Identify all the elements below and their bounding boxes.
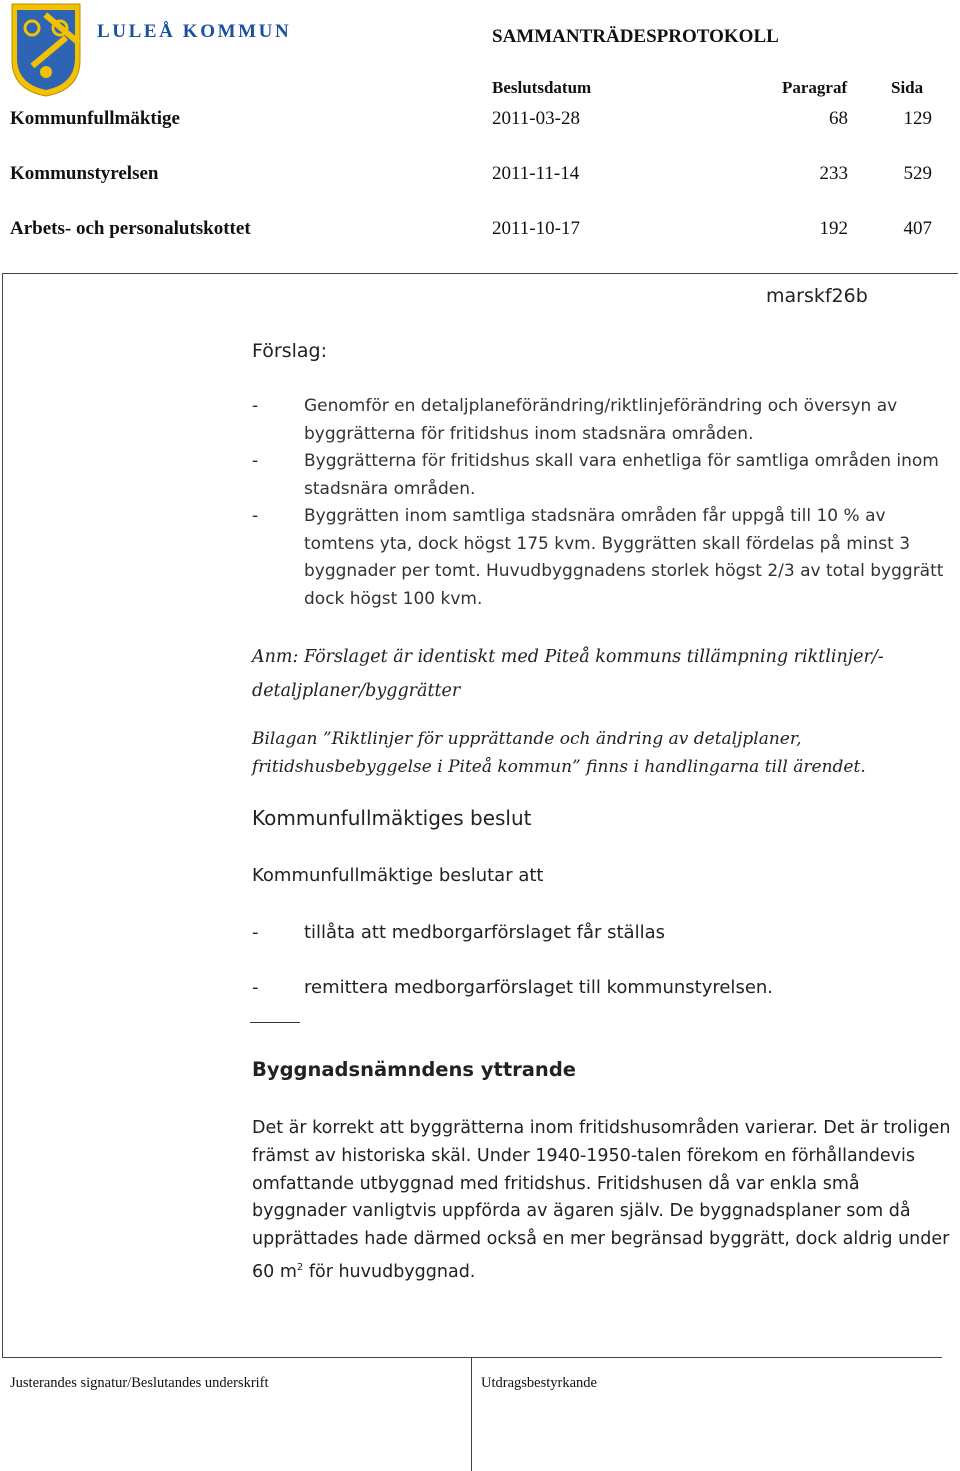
- proposal-heading: Förslag:: [252, 340, 327, 362]
- proposal-item: Byggrätten inom samtliga stadsnära områden får uppgå till 10 % av tomtens yta, dock högst 175 kvm. Byggrätten skall fördelas på minst 3 byggnader per tomt. Huvudbyggnadens storlek högst 2/3 av total byggrätt dock högst 100 kvm.: [304, 506, 944, 609]
- council-decision-intro: Kommunfullmäktige beslutar att: [252, 865, 544, 886]
- list-bullet: -: [252, 506, 259, 526]
- statement-tail: för huvudbyggnad.: [303, 1261, 476, 1282]
- note-text: Anm: Förslaget är identiskt med Piteå kommuns tillämpning riktlinjer/-detaljplaner/byggrätter: [252, 647, 884, 701]
- row-page: 407: [903, 218, 932, 239]
- statement-text: Det är korrekt att byggrätterna inom fritidshusområden varierar. Det är troligen främst av historiska skäl. Under 1940-1950-talen förekom en förhållandevis omfattande utbyggnad med fritidshus. Fritidshusen då var enkla små byggnader vanligtvis uppförda av ägaren själv. De byggnadsplaner som då upprättades hade därmed också en mer begränsad byggrätt, dock aldrig under 60 m: [252, 1118, 951, 1282]
- coat-of-arms-icon: [10, 2, 82, 98]
- row-paragraph: 233: [819, 163, 848, 184]
- row-body-name: Kommunfullmäktige: [10, 108, 180, 129]
- proposal-item: Genomför en detaljplaneförändring/riktlinjeförändring och översyn av byggrätterna för fritidshus inom stadsnära områden.: [304, 396, 898, 444]
- list-bullet: -: [252, 451, 259, 471]
- row-body-name: Arbets- och personalutskottet: [10, 218, 251, 239]
- superscript-two: 2: [296, 1261, 304, 1273]
- section-divider: [250, 1022, 300, 1023]
- list-bullet: -: [252, 922, 259, 943]
- certification-field-label: Utdragsbestyrkande: [481, 1375, 597, 1391]
- row-paragraph: 192: [819, 218, 848, 239]
- decision-item: tillåta att medborgarförslaget får ställas: [304, 922, 665, 943]
- column-header-paragraph: Paragraf: [782, 78, 848, 97]
- column-header-page: Sida: [891, 78, 924, 97]
- footer-rule: [2, 1357, 942, 1358]
- column-header-date: Beslutsdatum: [492, 78, 592, 97]
- row-date: 2011-10-17: [492, 218, 580, 239]
- council-decision-heading: Kommunfullmäktiges beslut: [252, 806, 532, 830]
- decision-item: remittera medborgarförslaget till kommunstyrelsen.: [304, 977, 774, 998]
- building-committee-heading: Byggnadsnämndens yttrande: [252, 1058, 576, 1081]
- row-page: 129: [903, 108, 932, 129]
- footer-divider: [471, 1357, 472, 1471]
- row-date: 2011-03-28: [492, 108, 580, 129]
- document-type: SAMMANTRÄDESPROTOKOLL: [492, 26, 779, 47]
- attachment-note: Bilagan ”Riktlinjer för upprättande och ändring av detaljplaner, fritidshusbebyggelse i Piteå kommun” finns i handlingarna till ärendet.: [252, 729, 866, 777]
- list-bullet: -: [252, 396, 259, 416]
- row-body-name: Kommunstyrelsen: [10, 163, 159, 184]
- signature-field-label: Justerandes signatur/Beslutandes underskrift: [10, 1375, 269, 1391]
- row-page: 529: [903, 163, 932, 184]
- reference-code: marskf26b: [766, 285, 868, 307]
- organization-name: LULEÅ KOMMUN: [97, 21, 292, 42]
- row-paragraph: 68: [829, 108, 848, 129]
- proposal-item: Byggrätterna för fritidshus skall vara enhetliga för samtliga områden inom stadsnära områden.: [304, 451, 939, 499]
- building-committee-statement: [252, 1115, 957, 1287]
- list-bullet: -: [252, 977, 259, 998]
- row-date: 2011-11-14: [492, 163, 580, 184]
